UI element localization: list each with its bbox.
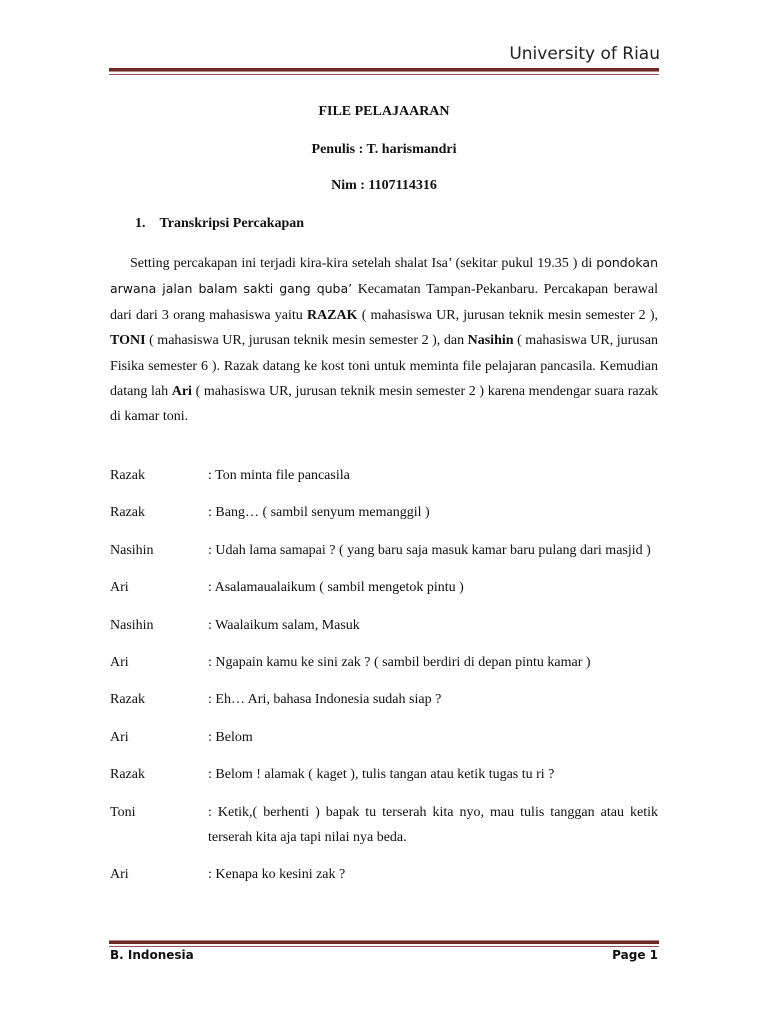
- intro-text: ( mahasiswa UR, jurusan Fisika semester 6 ). Razak datang ke kost toni untuk meminta file pelajaran pancasila. Kemudian datang lah: [110, 333, 658, 400]
- intro-name: RAZAK: [306, 307, 358, 323]
- speaker-name: Toni: [110, 804, 136, 820]
- speaker-name: Ari: [110, 866, 129, 882]
- dialogue-row: [110, 762, 658, 787]
- speaker-name: Razak: [110, 767, 145, 783]
- dialogue-row: [110, 862, 658, 887]
- dialogue-line: : Ngapain kamu ke sini zak ? ( sambil berdiri di depan pintu kamar ): [208, 654, 591, 670]
- footer-course: B. Indonesia: [110, 948, 194, 962]
- dialogue-line: : Asalamaualaikum ( sambil mengetok pintu ): [208, 580, 464, 596]
- speaker-name: Razak: [110, 468, 145, 483]
- intro-text: ( mahasiswa UR, jurusan teknik mesin semester 2 ), dan: [145, 333, 468, 349]
- section-heading: [135, 216, 304, 232]
- document-title: FILE PELAJAARAN: [318, 104, 450, 119]
- footer-rule-thin: [109, 946, 659, 947]
- speaker-name: Nasihin: [110, 542, 154, 558]
- speaker-name: Ari: [110, 580, 129, 596]
- dialogue-line: : Belom: [208, 729, 253, 745]
- speaker-name: Nasihin: [110, 617, 154, 633]
- intro-location: pondokan arwana jalan balam sakti gang quba’: [110, 255, 658, 297]
- section-title: Transkripsi Percakapan: [159, 216, 305, 231]
- speaker-name: Ari: [110, 654, 129, 670]
- footer-rule: [109, 940, 659, 944]
- intro-text: Kecamatan Tampan-Pekanbaru. Percakapan berawal dari dari 3 orang mahasiswa yaitu: [110, 282, 659, 323]
- dialogue-line: : Kenapa ko kesini zak ?: [208, 866, 346, 882]
- dialogue-row: [110, 575, 658, 600]
- dialogue-row: [110, 463, 658, 488]
- author-line: Penulis : T. harismandri: [311, 142, 457, 157]
- intro-name: Nasihin: [467, 333, 514, 349]
- section-number: 1.: [135, 216, 146, 231]
- dialogue-row: [110, 500, 658, 525]
- dialogue-row: [110, 800, 658, 850]
- speaker-name: Ari: [110, 729, 129, 745]
- nim-line: Nim : 1107114316: [331, 178, 437, 193]
- dialogue-line: : Waalaikum salam, Masuk: [208, 617, 360, 633]
- intro-text: ( mahasiswa UR, jurusan teknik mesin semester 2 ) karena mendengar suara razak di kamar toni.: [110, 384, 659, 425]
- dialogue-row: [110, 687, 658, 712]
- intro-text: ( mahasiswa UR, jurusan teknik mesin semester 2 ),: [357, 307, 659, 323]
- dialogue-line: : Ketik,( berhenti ) bapak tu terserah kita nyo, mau tulis tanggan atau ketik terserah kita aja tapi nilai nya beda.: [208, 804, 658, 845]
- header-rule: [109, 68, 659, 72]
- dialogue-line: : Udah lama samapai ? ( yang baru saja masuk kamar baru pulang dari masjid ): [208, 542, 651, 558]
- dialogue-row: [110, 650, 658, 675]
- intro-text: Setting percakapan ini terjadi kira-kira setelah shalat Isa’ (sekitar pukul 19.35 ) di: [130, 256, 597, 271]
- dialogue-row: [110, 725, 658, 750]
- header-rule-thin: [109, 74, 659, 75]
- dialogue: [110, 463, 658, 899]
- dialogue-row: [110, 538, 658, 563]
- intro-name: Ari: [171, 384, 192, 400]
- speaker-name: Razak: [110, 692, 145, 708]
- dialogue-line: : Ton minta file pancasila: [208, 468, 350, 483]
- intro-name: TONI: [110, 333, 146, 349]
- dialogue-row: [110, 613, 658, 638]
- dialogue-line: : Eh… Ari, bahasa Indonesia sudah siap ?: [208, 692, 442, 708]
- dialogue-line: : Belom ! alamak ( kaget ), tulis tangan atau ketik tugas tu ri ?: [208, 767, 555, 783]
- intro-paragraph: [110, 250, 658, 430]
- dialogue-line: : Bang… ( sambil senyum memanggil ): [208, 505, 430, 521]
- speaker-name: Razak: [110, 505, 145, 521]
- header-title: University of Riau: [509, 44, 660, 64]
- footer-page-number: Page 1: [612, 948, 658, 962]
